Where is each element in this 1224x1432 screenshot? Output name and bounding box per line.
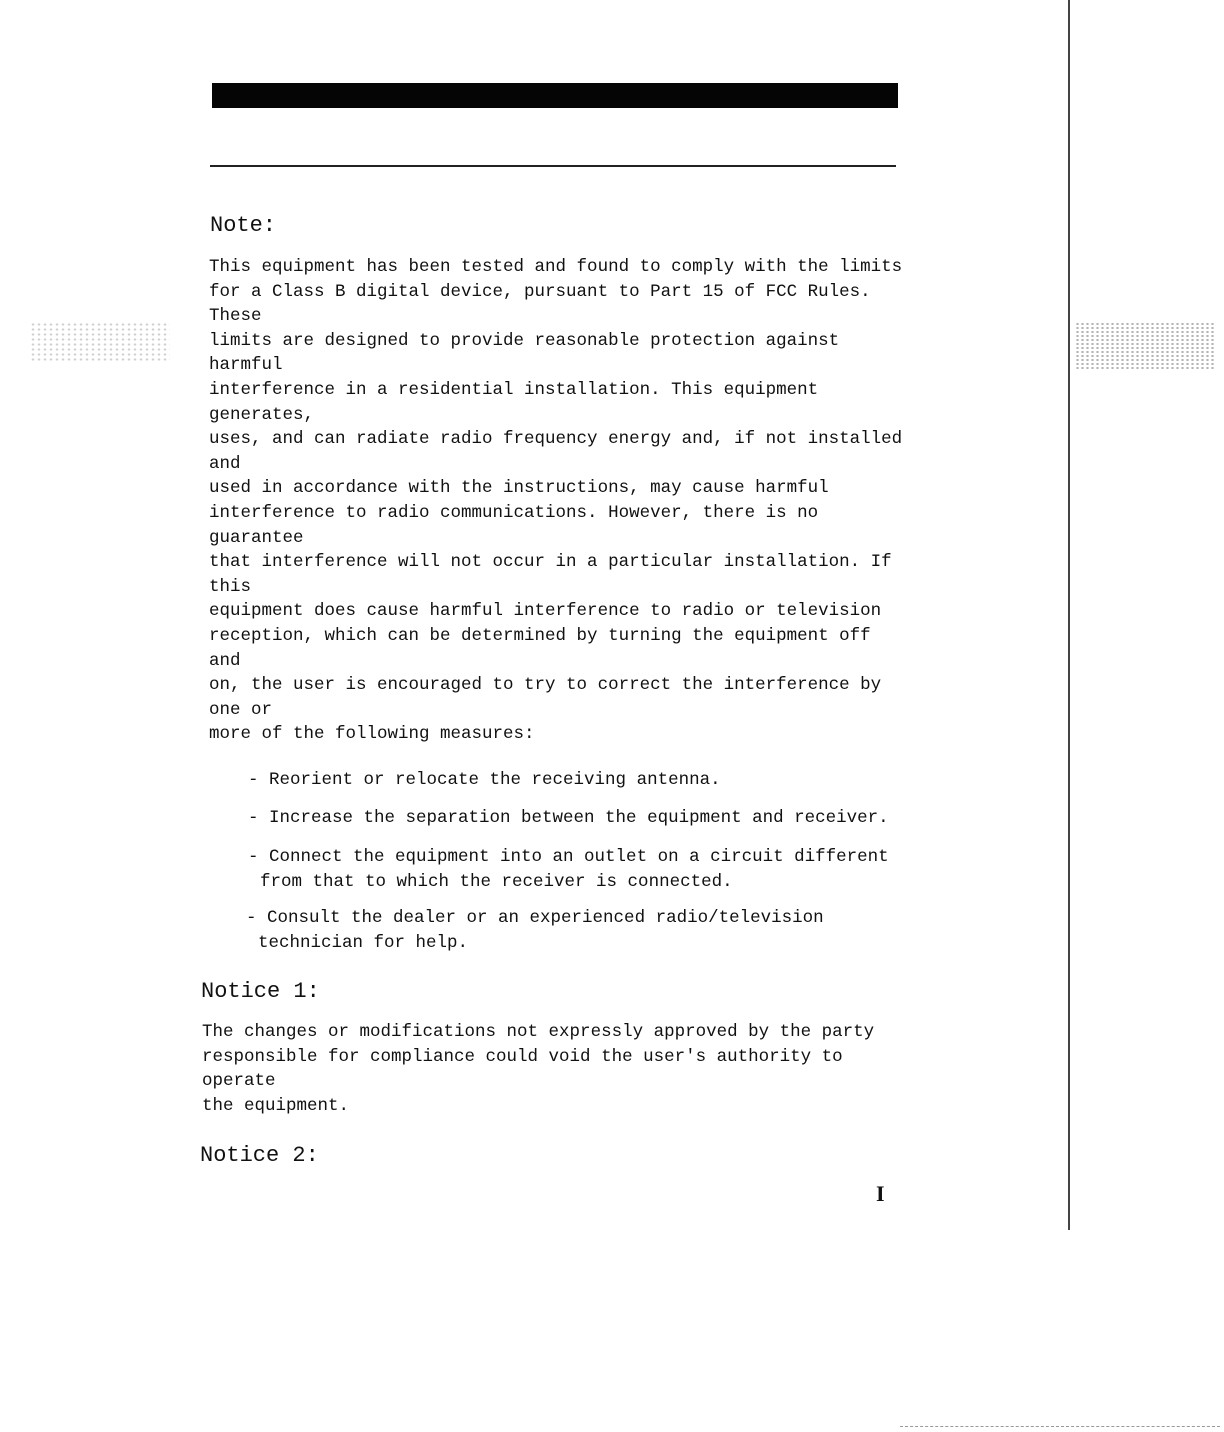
note-line: one or [209, 699, 273, 720]
note-paragraph [209, 255, 902, 747]
page-number: I [876, 1181, 885, 1206]
notice1-line: operate [202, 1071, 276, 1092]
notice1-line: responsible for compliance could void the user's authority to [202, 1046, 843, 1067]
measure-line: - Reorient or relocate the receiving antenna. [248, 770, 721, 790]
header-bar [212, 83, 898, 108]
measure-item [248, 806, 889, 831]
note-heading: Note: [210, 213, 277, 238]
measure-item [246, 906, 824, 956]
header-rule [210, 165, 896, 167]
note-line: on, the user is encouraged to try to correct the interference by [209, 675, 882, 696]
note-line: and [209, 453, 241, 474]
scan-speckle-right [1075, 322, 1215, 370]
notice2-heading: Notice 2: [200, 1143, 319, 1168]
notice1-paragraph [202, 1020, 874, 1118]
note-line: harmful [209, 355, 283, 376]
note-line: interference in a residential installation. This equipment [209, 379, 819, 400]
measure-item [248, 845, 889, 895]
measure-line: - Consult the dealer or an experienced radio/television [246, 908, 824, 928]
note-line: this [209, 576, 252, 597]
note-line: used in accordance with the instructions, may cause harmful [209, 478, 829, 499]
measure-item [248, 768, 721, 793]
note-line: limits are designed to provide reasonable protection against [209, 330, 840, 351]
note-line: that interference will not occur in a particular installation. If [209, 552, 892, 573]
note-line: uses, and can radiate radio frequency energy and, if not installed [209, 429, 903, 450]
bottom-edge-line [900, 1426, 1220, 1428]
notice1-line: The changes or modifications not expressly approved by the party [202, 1022, 875, 1042]
note-line: generates, [209, 404, 315, 425]
measure-line-continued: from that to which the receiver is connected. [260, 872, 733, 892]
notice1-heading: Notice 1: [201, 979, 320, 1004]
note-line: This equipment has been tested and found to comply with the limits [209, 257, 903, 277]
note-line: more of the following measures: [209, 724, 535, 745]
notice1-line: the equipment. [202, 1095, 350, 1116]
scan-speckle-left [30, 322, 170, 362]
measure-line: - Connect the equipment into an outlet on a circuit different [248, 847, 889, 867]
measure-line-continued: technician for help. [258, 933, 469, 953]
note-line: guarantee [209, 527, 304, 548]
page-edge-line [1068, 0, 1070, 1230]
note-line: interference to radio communications. However, there is no [209, 502, 819, 523]
note-line: equipment does cause harmful interference to radio or television [209, 601, 882, 622]
note-line: for a Class B digital device, pursuant to Part 15 of FCC Rules. [209, 281, 871, 302]
note-line: These [209, 306, 262, 327]
note-line: and [209, 650, 241, 671]
measure-line: - Increase the separation between the equipment and receiver. [248, 808, 889, 828]
note-line: reception, which can be determined by turning the equipment off [209, 625, 871, 646]
